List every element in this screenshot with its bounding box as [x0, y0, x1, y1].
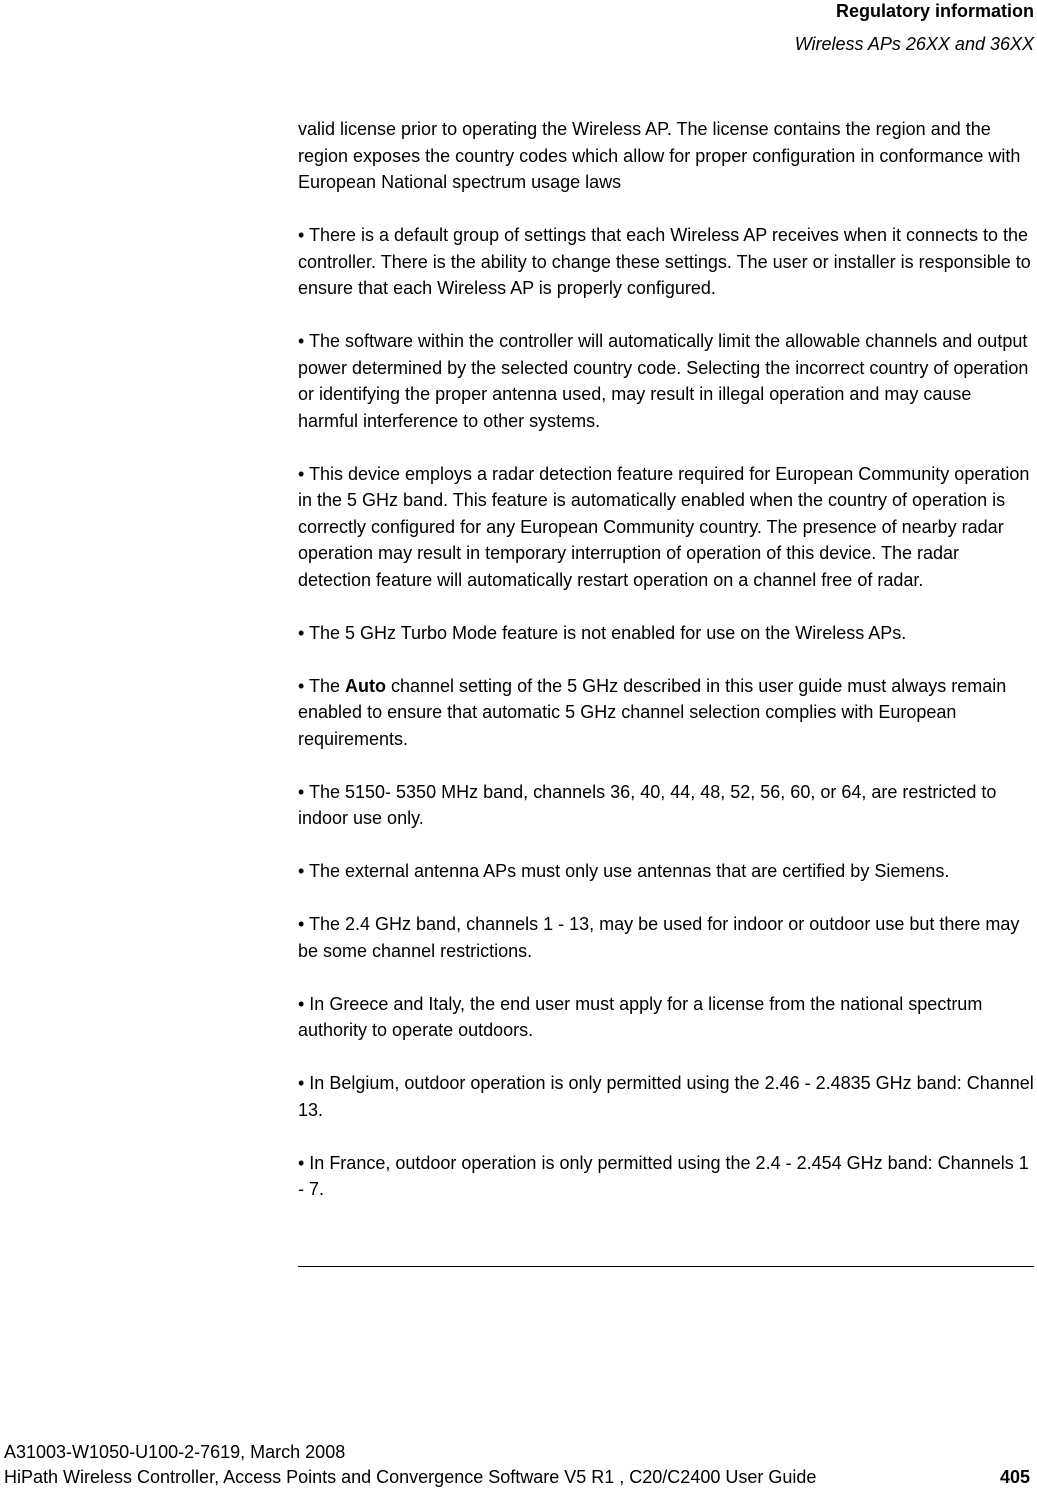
paragraph: • The 2.4 GHz band, channels 1 - 13, may be used for indoor or outdoor use but there may be some channel restrictions.: [298, 914, 1020, 961]
footer-product-title: HiPath Wireless Controller, Access Points and Convergence Software V5 R1 , C20/C2400 User Guide: [4, 1467, 817, 1487]
paragraph: • In Belgium, outdoor operation is only permitted using the 2.46 - 2.4835 GHz band: Channel 13.: [298, 1073, 1034, 1120]
paragraph: • This device employs a radar detection feature required for European Community operation in the 5 GHz band. This feature is automatically enabled when the country of operation is correctly configured for any European Community country. The presence of nearby radar operation may result in temporary interruption of operation of this device. The radar detection feature will automatically restart operation on a channel free of radar.: [298, 463, 1030, 590]
section-title: Regulatory information: [835, 1, 1034, 21]
paragraph: • The external antenna APs must only use antennas that are certified by Siemens.: [298, 861, 950, 881]
paragraph: • There is a default group of settings that each Wireless AP receives when it connects to the controller. There is the ability to change these settings. The user or installer is responsible to ensure that each Wireless AP is properly configured.: [298, 225, 1031, 298]
paragraph-prefix: • The: [298, 675, 345, 696]
end-rule: [298, 1266, 1034, 1267]
paragraph: • The software within the controller will automatically limit the allowable channels and output power determined by the selected country code. Selecting the incorrect country of operation or identifying the proper antenna used, may result in illegal operation and may cause harmful interference to other systems.: [298, 331, 1029, 431]
paragraph-suffix: channel setting of the 5 GHz described in this user guide must always remain enabled to ensure that automatic 5 GHz channel selection complies with European requirements.: [298, 675, 1007, 749]
page-number: 405: [999, 1467, 1030, 1487]
auto-keyword: Auto: [345, 675, 386, 696]
paragraph-auto-channel: [298, 673, 1035, 753]
paragraph: • The 5150- 5350 MHz band, channels 36, 40, 44, 48, 52, 56, 60, or 64, are restricted to indoor use only.: [298, 781, 997, 828]
paragraph: • The 5 GHz Turbo Mode feature is not enabled for use on the Wireless APs.: [298, 622, 907, 643]
paragraph: valid license prior to operating the Wireless AP. The license contains the region and the region exposes the country codes which allow for proper configuration in conformance with European National spectrum usage laws: [298, 119, 1021, 192]
paragraph: • In Greece and Italy, the end user must apply for a license from the national spectrum authority to operate outdoors.: [298, 993, 983, 1040]
page-header: [795, 0, 1034, 55]
footer-doc-number: A31003-W1050-U100-2-7619, March 2008: [4, 1442, 346, 1462]
section-subtitle: Wireless APs 26XX and 36XX: [794, 34, 1034, 54]
paragraph: • In France, outdoor operation is only permitted using the 2.4 - 2.454 GHz band: Channels 1 - 7.: [298, 1152, 1029, 1199]
body-text: [298, 116, 1035, 1203]
